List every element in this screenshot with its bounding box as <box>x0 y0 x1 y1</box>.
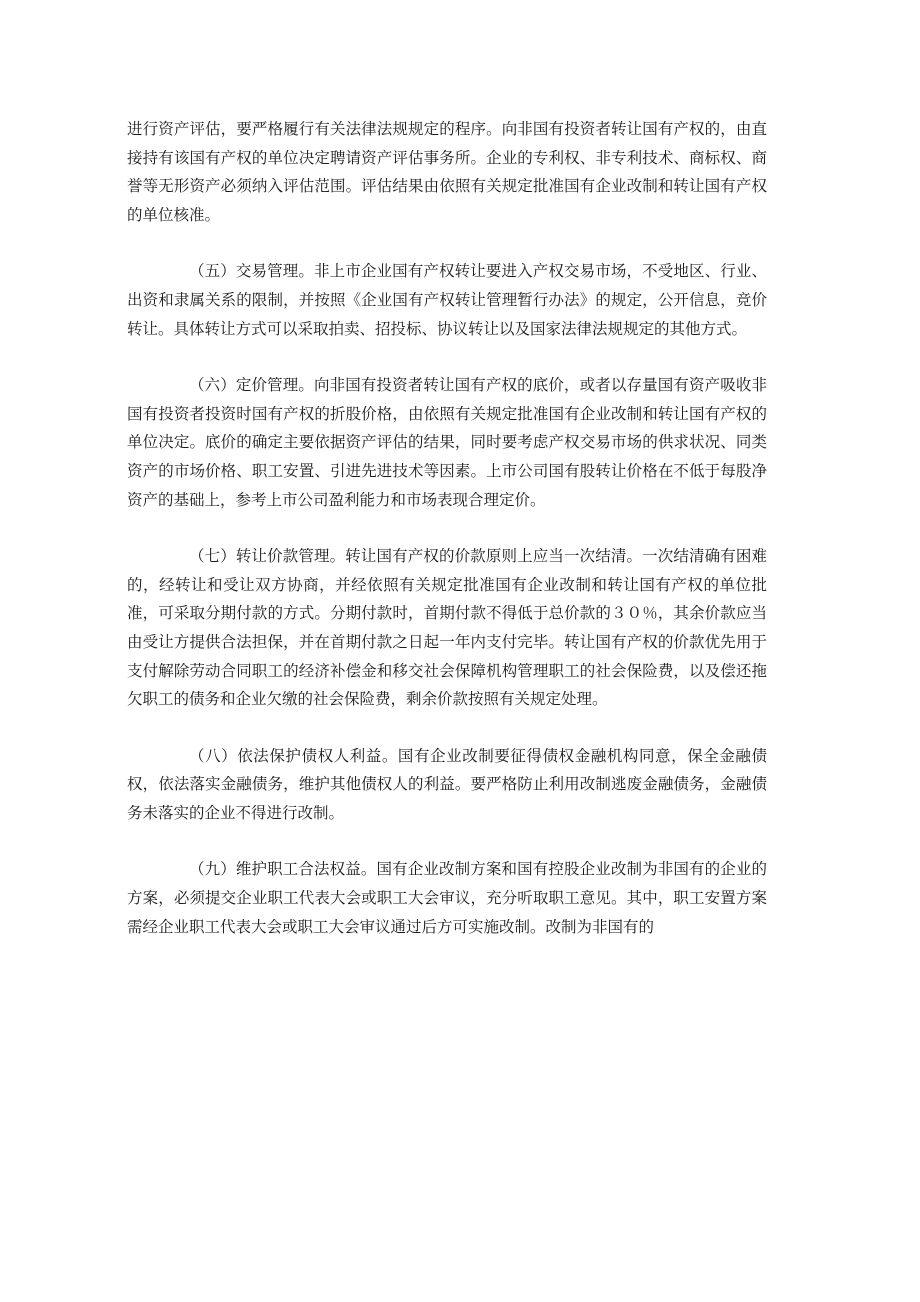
paragraph-creditor-protection: （八）依法保护债权人利益。国有企业改制要征得债权金融机构同意，保全金融债权，依法落实金融债务，维护其他债权人的利益。要严格防止利用改制逃废金融债务，金融债务未落实的企业不得进行改制。 <box>127 746 767 822</box>
paragraph-transaction-management: （五）交易管理。非上市企业国有产权转让要进入产权交易市场，不受地区、行业、出资和隶属关系的限制，并按照《企业国有产权转让管理暂行办法》的规定，公开信息，竞价转让。具体转让方式可以采取拍卖、招投标、协议转让以及国家法律法规规定的其他方式。 <box>127 262 767 338</box>
paragraph-payment-management: （七）转让价款管理。转让国有产权的价款原则上应当一次结清。一次结清确有困难的，经转让和受让双方协商，并经依照有关规定批准国有企业改制和转让国有产权的单位批准，可采取分期付款的方式。分期付款时，首期付款不得低于总价款的３０％，其余价款应当由受让方提供合法担保，并在首期付款之日起一年内支付完毕。转让国有产权的价款优先用于支付解除劳动合同职工的经济补偿金和移交社会保障机构管理职工的社会保险费，以及偿还拖欠职工的债务和企业欠缴的社会保险费，剩余价款按照有关规定处理。 <box>127 547 767 709</box>
paragraph-asset-evaluation: 进行资产评估，要严格履行有关法律法规规定的程序。向非国有投资者转让国有产权的，由直接持有该国有产权的单位决定聘请资产评估事务所。企业的专利权、非专利技术、商标权、商誉等无形资产必须纳入评估范围。评估结果由依照有关规定批准国有企业改制和转让国有产权的单位核准。 <box>127 120 767 224</box>
document-body <box>127 115 767 941</box>
paragraph-pricing-management: （六）定价管理。向非国有投资者转让国有产权的底价，或者以存量国有资产吸收非国有投资者投资时国有产权的折股价格，由依照有关规定批准国有企业改制和转让国有产权的单位决定。底价的确定主要依据资产评估的结果，同时要考虑产权交易市场的供求状况、同类资产的市场价格、职工安置、引进先进技术等因素。上市公司国有股转让价格在不低于每股净资产的基础上，参考上市公司盈利能力和市场表现合理定价。 <box>127 376 767 509</box>
paragraph-employee-rights: （九）维护职工合法权益。国有企业改制方案和国有控股企业改制为非国有的企业的方案，必须提交企业职工代表大会或职工大会审议，充分听取职工意见。其中，职工安置方案需经企业职工代表大会或职工大会审议通过后方可实施改制。改制为非国有的 <box>127 860 767 936</box>
